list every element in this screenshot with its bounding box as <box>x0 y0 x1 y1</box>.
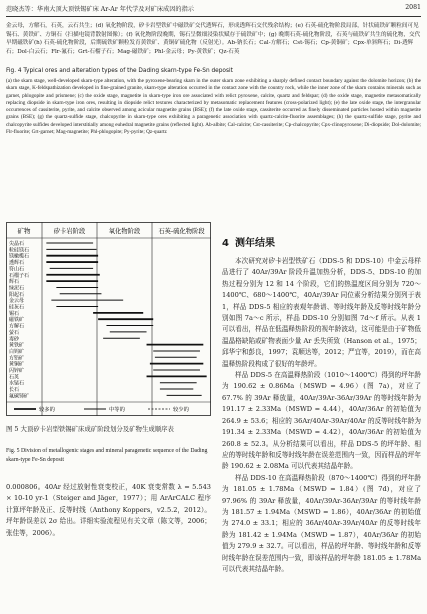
fig5-legend-label: 较多的 <box>39 407 55 413</box>
results-paragraph-1: 本次研究对矽卡岩型铁矿石（DDS-5 和 DDS-10）中金云母样品进行了 40Ar/39Ar 阶段升温加热分析，DDS-5、DDS-10 的加热过程分别为 12 和 14 个阶段，它们的热温度区间分别为 720～1400℃、680～1400℃，40Ar/39Ar 同位素分析结果分别列于表 1，样品 DDS-5 相应的表观年龄谱、等时线年龄及反等时线年龄分别如图 7a～c 所示，样品 DDS-10 分别如图 7d～f 所示。从表 1 可以看出，样品在低温释热阶段的视年龄波动，这可能是由于矿物低温晶格缺陷或矿物表面少量 Ar 丢失所致（Hanson et al.，1975；邱华宁和彭良，1997；袁顺达等，2012；严宜等，2019），而在高温释热阶段构成了很好的年龄坪。 <box>222 257 421 368</box>
fig5-mineral-header: 矿物 <box>17 227 31 235</box>
fig5-mineral-label: 毒砂 <box>9 336 20 343</box>
fig5-mineral-label: 粒硅镁石 <box>9 247 30 254</box>
section-title: 测年结果 <box>234 238 275 249</box>
fig5-mineral-label: 氟碳铈矿 <box>9 393 30 400</box>
fig5-mineral-label: 方解石 <box>9 323 25 330</box>
fig5-mineral-label: 石榴子石 <box>9 272 30 279</box>
fig5-mineral-label: 萤石 <box>9 329 20 336</box>
fig5-mineral-label: 石英 <box>9 374 20 381</box>
fig5-stage-header: 矽卡岩阶段 <box>53 228 86 235</box>
fig4-caption-cn: 金云母，方解石，石英，云石共生；(d) 氧化物阶段，矽卡岩型铁矿中磁铁矿交代透辉石，形成透辉石交代残余结构；(e) 石英-硫化物阶段局部，针状硫铁矿颗粒间可见锡石、黄铁矿、方铜石（扫描电镜背散射图像）；(f) 氧化物阶段晚期，锡石呈微细浸染状赋存于硫铁矿中；(g) 晚期石英-硫化物阶段，石英与硫铁矿共生的硫化物，交代早期磁铁矿(h) 石英-硫化物阶段，后期硫铁矿颗粒发育黄铁矿、黄铜矿硫化物（反射光）。Ab-钠长石；Cal-方解石；Cst-锡石；Cp-黄铜矿；Cpx-单斜辉石；Di-透辉石；Dol-白云石；Flr-氟石；Grt-石榴子石；Mag-磁铁矿；Phl-金云母；Py-黄铁矿；Qz-石英 <box>6 23 421 55</box>
section-number: 4 <box>222 238 229 249</box>
fig5-mineral-label: 长石 <box>9 387 20 394</box>
fig5-legend-label: 中等的 <box>109 407 125 413</box>
fig5-mineral-label: 绿泥石 <box>9 285 25 292</box>
fig5-stage-header: 氧化物阶段 <box>108 228 141 235</box>
fig4-title-en: Fig. 4 Typical ores and alteration types of the Dading skarn-type Fe-Sn deposit <box>6 68 233 74</box>
results-paragraph-2: 样品 DDS-5 在高温释热阶段（1010～1400℃）得到的坪年龄为 190.62 ± 0.86Ma（MSWD = 4.96）(图 7a)，对应了 67.7% 的 39Ar 释放量，40Ar/39Ar-36Ar/39Ar 的等时线年龄为 191.17 ± 2.33Ma（MSWD = 4.44），40Ar/36Ar 的初始值为 264.9 ± 53.6；相应的 36Ar/40Ar-39Ar/40Ar 的反等时线年龄为 191.34 ± 2.33Ma（MSWD = 4.42），40Ar/36Ar 的初始值为 260.8 ± 52.3。从分析结果可以看出，样品 DDS-5 的坪年龄、相应的等时线年龄和反等时线年龄在误差范围内一致，因而样品的坪年龄 190.62 ± 2.08Ma 可以代表其结晶年龄。 <box>222 371 421 471</box>
fig5-stage-header: 石英-硫化物阶段 <box>158 228 205 235</box>
fig5-mineral-label: 磁铁矿 <box>9 317 25 324</box>
fig5-mineral-label: 阳起石 <box>9 291 25 298</box>
fig5-caption-en: Fig. 5 Division of metallogenic stages and mineral paragenetic sequence of the Dading skarn-type Fe-Sn deposit <box>6 448 208 463</box>
fig5-mineral-label: 方铅矿 <box>9 355 25 362</box>
fig5-mineral-label: 透辉石 <box>9 260 25 267</box>
fig5-svg <box>6 222 211 416</box>
page-number: 2081 <box>405 4 421 11</box>
fig5-mineral-label: 黄铁矿 <box>9 342 25 349</box>
fig4-caption-en: (a) the skarn stage, well-developed skarn-type alteration, with the pyroxene-bearing skarn in the outer skarn zone exhibiting a sharply defined contact boundary against the dolomite horizon; (b) the skarn stage, K-feldspathization developed in fine-grained granite, skarn-type alteration occurred in the contact zone with the country rock, while the inner zone of the skarn contains minerals such as garnet, phlogopite and prismene; (c) the oxide stage, magnetite in skarn-type iron ore associated with relict pyroxene, calcite, quartz and feldspar; (d) the oxide stage, magnetite metasomatically replacing diopside in skarn-type iron ores, resulting in diopside relict textures characterized by metasomatic replacement features (cross-polarized light); (e) the late oxide stage, the intergranular occurrences of cassiterite, pyrite, and calcite observed among acicular magnetite grains (BSE); (f) the late oxide stage, cassiterite occurred as finely disseminated particles hosted within magnetite grains (BSE); (g) the quartz-sulfide stage, chalcopyrite in skarn-type ores exhibiting a paragenetic association with quartz-calcite-fluorite assemblages; (h) the quartz-sulfide stage, pyrite and chalcopyrite sulfides developed interstitially among euhedral magnetite grains (reflected light). Ab-albite; Cal-calcite; Cst-cassiterite; Cp-chalcopyrite; Cpx-clinopyroxene; Di-diopside; Dol-dolomite; Flr-fluorite; Grt-garnet; Mag-magnetite; Phl-phlogopite; Py-pyrite; Qz-quartz <box>6 78 421 136</box>
fig5-caption-cn: 图 5 大顶矽卡岩型铁锡矿床成矿阶段划分及矿物生成顺序表 <box>6 425 174 433</box>
fig5-mineral-label: 硅灰石 <box>9 304 25 311</box>
fig5-mineral-label: 黄铜矿 <box>9 361 25 368</box>
fig5-mineral-label: 锡石 <box>9 310 20 317</box>
fig5-mineral-label: 水锰石 <box>9 380 25 387</box>
fig5-paragenetic-diagram <box>6 222 211 416</box>
fig5-legend-label: 较少的 <box>173 407 189 413</box>
method-text: 0.000806。40Ar 经过放射性衰变校正，40K 衰变常数 λ = 5.543 × 10-10 yr-1（Steiger and Jäger，1977）；用 ArArCALC 程序计算坪年龄及正、反等时线（Anthony Koppers，v2.5.2，2012）。坪年龄误差以 2σ 给出。详细实验流程见有关文章（陈文等，2006；张佳等，2006）。 <box>6 483 211 537</box>
results-column <box>222 256 421 575</box>
fig5-mineral-label: 镁橄榄石 <box>9 253 30 260</box>
running-header <box>6 4 421 16</box>
results-paragraph-3: 样品 DDS-10 在高温释热阶段（870～1400℃）得到的坪年龄为 181.05 ± 1.78Ma（MSWD = 1.84）(图 7d)，对应了 97.96% 的 39Ar 释放量，40Ar/39Ar-36Ar/39Ar 的等时线年龄为 181.57 ± 1.94Ma（MSWD = 1.86），40Ar/36Ar 的初始值为 274.0 ± 33.1；相应的 36Ar/40Ar-39Ar/40Ar 的反等时线年龄为 181.42 ± 1.94Ma（MSWD = 1.87），40Ar/36Ar 的初始值为 279.9 ± 32.7。可以看出，样品的坪年龄、等时线年龄和反等时线年龄在误差范围内一致，即该样品的坪年龄 181.05 ± 1.78Ma 可以代表其结晶年龄。 <box>222 473 421 573</box>
header-title: 范晓杰等：华南大顶大顶铁锡矿床 Ar-Ar 年代学及对矿床成因的指示 <box>6 6 194 13</box>
fig5-mineral-label: 辉石 <box>9 279 20 286</box>
fig5-mineral-label: 尖晶石 <box>9 241 25 247</box>
method-paragraph <box>6 482 211 539</box>
fig5-mineral-label: 闪锌矿 <box>9 368 25 374</box>
header-rule <box>6 16 421 17</box>
fig5-mineral-label: 金云母 <box>9 298 25 305</box>
section-heading <box>222 234 275 249</box>
fig5-mineral-label: 符山石 <box>9 266 25 273</box>
fig5-mineral-label: 白钨矿 <box>9 348 25 355</box>
